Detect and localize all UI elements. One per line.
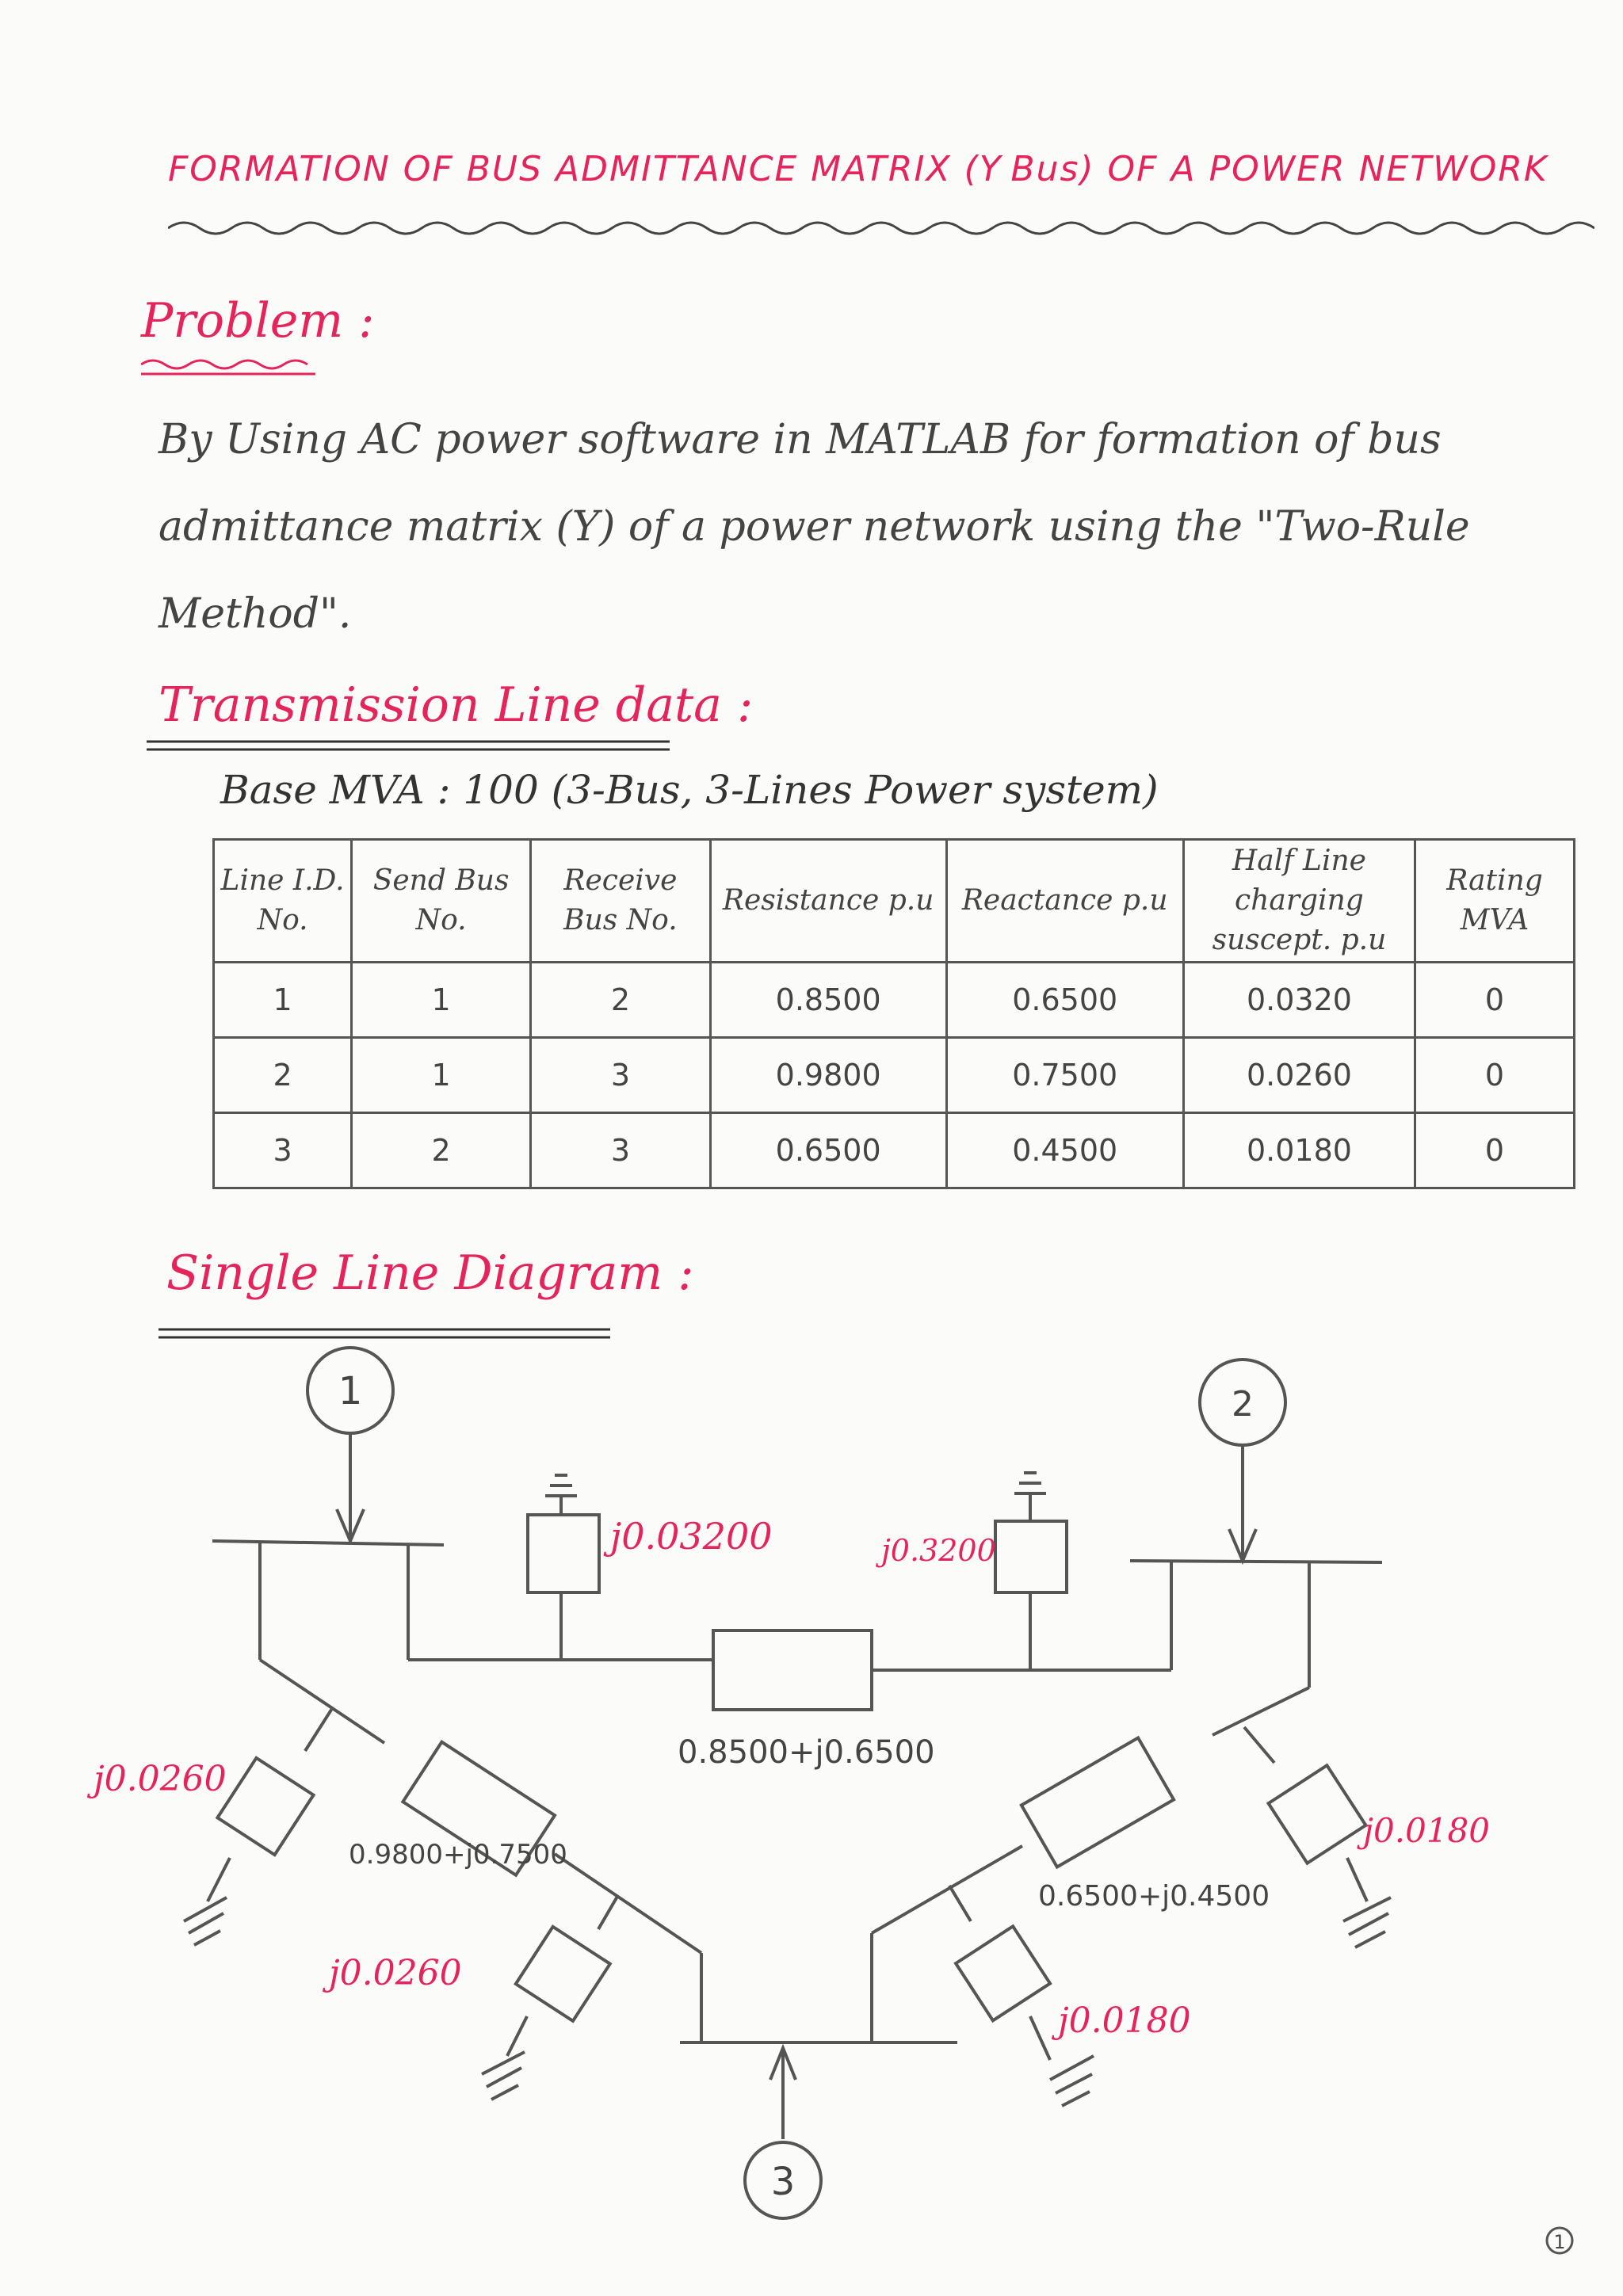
table-cell: 0.9800 [710, 1038, 946, 1113]
bus-2-node [1130, 1360, 1382, 1562]
table-cell: 2 [531, 963, 711, 1038]
table-header-cell: Rating MVA [1415, 840, 1575, 963]
line-2-3-impedance [1022, 1738, 1174, 1867]
shunt-12-left [528, 1515, 599, 1592]
shunt-12-left-label: j0.03200 [610, 1515, 773, 1558]
table-cell: 0.6500 [710, 1113, 946, 1188]
shunt-12-right [995, 1521, 1067, 1592]
table-cell: 0.7500 [946, 1038, 1183, 1113]
shunt-12-right-label: j0.3200 [881, 1533, 996, 1568]
base-mva: Base MVA : 100 (3-Bus, 3-Lines Power system) [220, 767, 1159, 813]
transmission-heading: Transmission Line data : [158, 677, 754, 733]
table-cell: 0 [1415, 963, 1575, 1038]
table-cell: 0 [1415, 1113, 1575, 1188]
bus-3-node [680, 2042, 957, 2218]
table-cell: 3 [531, 1113, 711, 1188]
shunt-13-top [217, 1758, 313, 1855]
table-cell: 0.4500 [946, 1113, 1183, 1188]
bus-2-label: 2 [1232, 1384, 1254, 1425]
shunt-23-bottom [956, 1926, 1050, 2020]
table-header-cell: Reactance p.u [946, 840, 1183, 963]
shunt-23-top-label: j0.0180 [1363, 1811, 1490, 1850]
table-cell: 2 [214, 1038, 352, 1113]
table-cell: 0.0320 [1183, 963, 1415, 1038]
page-number: 1 [1553, 2231, 1566, 2253]
table-cell: 3 [531, 1038, 711, 1113]
bus-1-node [212, 1348, 444, 1545]
line-23-label: 0.6500+j0.4500 [1038, 1880, 1270, 1913]
table-header-cell: Half Line charging suscept. p.u [1183, 840, 1415, 963]
table-cell: 1 [214, 963, 352, 1038]
shunt-23-top [1269, 1765, 1366, 1863]
table-cell: 1 [352, 1038, 531, 1113]
shunt-23-bottom-label: j0.0180 [1058, 2000, 1191, 2041]
table-cell: 0.0180 [1183, 1113, 1415, 1188]
table-cell: 0.6500 [946, 963, 1183, 1038]
table-header-cell: Receive Bus No. [531, 840, 711, 963]
table-cell: 1 [352, 963, 531, 1038]
shunt-13-bottom-label: j0.0260 [329, 1953, 462, 1993]
table-cell: 0.0260 [1183, 1038, 1415, 1113]
diagram-heading: Single Line Diagram : [166, 1245, 694, 1301]
table-header-cell: Send Bus No. [352, 840, 531, 963]
bus-1-label: 1 [338, 1369, 363, 1413]
line-1-2 [408, 1473, 1171, 1710]
bus-2-bar [1130, 1561, 1382, 1562]
bus-3-label: 3 [770, 2160, 796, 2204]
problem-text: By Using AC power software in MATLAB for formation of bus admittance matrix (Y) of a power network using the "Two-Rule Method". [158, 416, 1470, 638]
shunt-13-top-label: j0.0260 [94, 1759, 227, 1799]
table-cell: 3 [214, 1113, 352, 1188]
line-1-2-impedance [713, 1630, 872, 1710]
page-title: FORMATION OF BUS ADMITTANCE MATRIX (Y Bus) OF A POWER NETWORK [168, 149, 1549, 189]
line-1-3 [184, 1543, 701, 2100]
table-header-cell: Line I.D. No. [214, 840, 352, 963]
problem-heading: Problem : [141, 293, 375, 349]
table-cell: 0.8500 [710, 963, 946, 1038]
line-12-label: 0.8500+j0.6500 [678, 1734, 935, 1771]
table-cell: 0 [1415, 1038, 1575, 1113]
line-13-label: 0.9800+j0.7500 [349, 1839, 567, 1871]
shunt-13-bottom [516, 1927, 610, 2021]
table-cell: 2 [352, 1113, 531, 1188]
table-header-cell: Resistance p.u [710, 840, 946, 963]
